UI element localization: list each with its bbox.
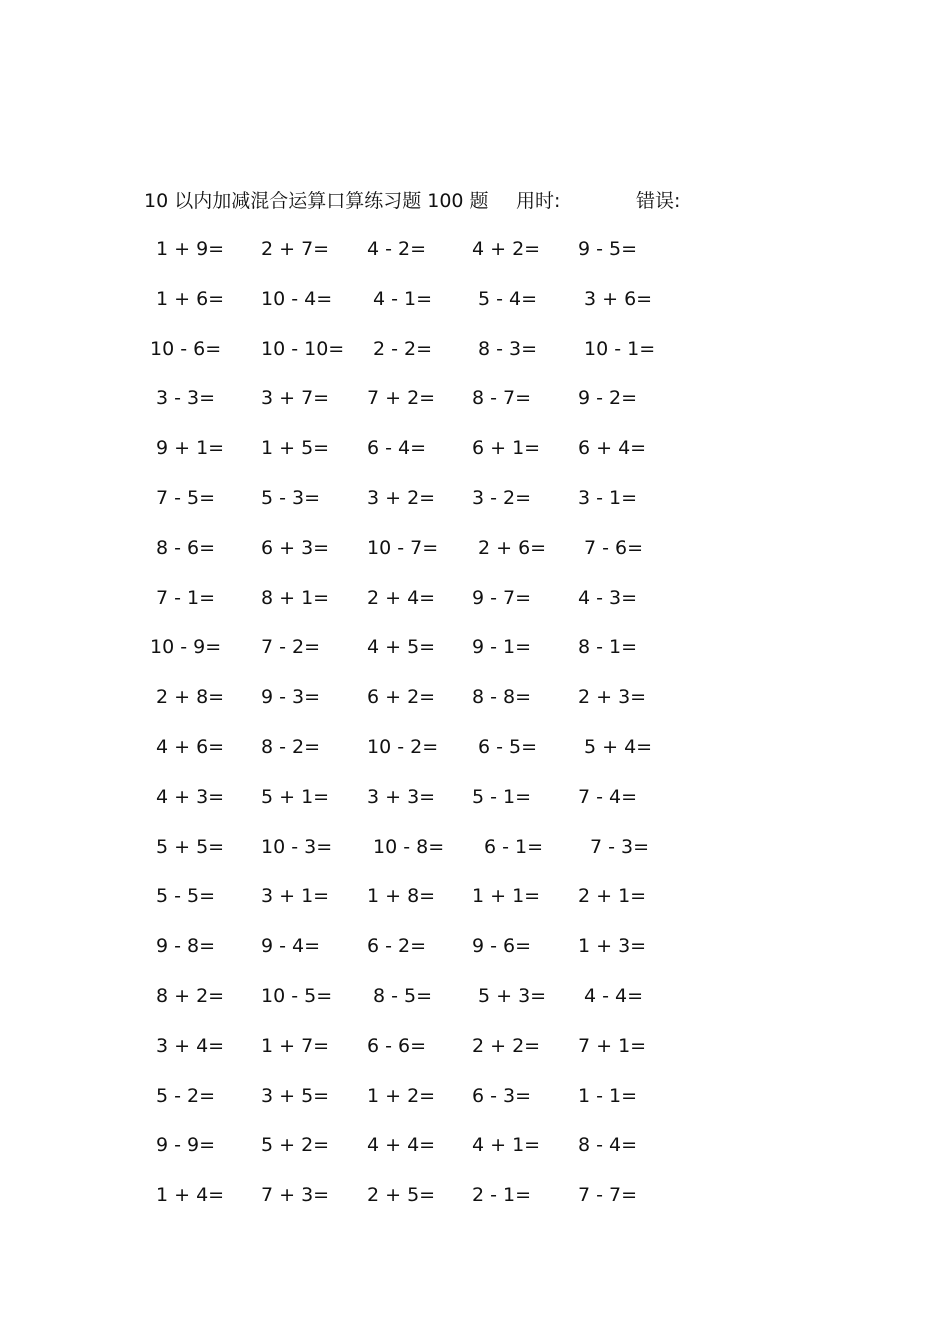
- math-problem: 5 + 4=: [584, 735, 653, 758]
- math-problem: 4 + 4=: [367, 1134, 436, 1157]
- problem-row: [150, 383, 710, 433]
- math-problem: 1 + 5=: [261, 437, 330, 460]
- math-problem: 9 - 6=: [472, 935, 532, 958]
- math-problem: 4 - 3=: [578, 586, 638, 609]
- math-problem: 1 + 8=: [367, 885, 436, 908]
- math-problem: 1 + 6=: [156, 287, 225, 310]
- math-problem: 6 + 1=: [472, 437, 541, 460]
- math-problem: 3 + 7=: [261, 387, 330, 410]
- problem-row: [150, 732, 710, 782]
- problem-row: [150, 284, 710, 334]
- math-problem: 8 - 1=: [578, 636, 638, 659]
- math-problem: 9 + 1=: [156, 437, 225, 460]
- math-problem: 7 - 7=: [578, 1184, 638, 1207]
- math-problem: 2 - 2=: [373, 337, 433, 360]
- problem-row: [150, 782, 710, 832]
- math-problem: 1 - 1=: [578, 1084, 638, 1107]
- math-problem: 4 - 1=: [373, 287, 433, 310]
- problem-row: [150, 832, 710, 882]
- math-problem: 8 - 4=: [578, 1134, 638, 1157]
- math-problem: 7 - 1=: [156, 586, 216, 609]
- math-problem: 2 + 1=: [578, 885, 647, 908]
- math-problem: 3 + 4=: [156, 1034, 225, 1057]
- math-problem: 2 + 5=: [367, 1184, 436, 1207]
- problem-row: [150, 1031, 710, 1081]
- math-problem: 5 + 2=: [261, 1134, 330, 1157]
- math-problem: 1 + 4=: [156, 1184, 225, 1207]
- math-problem: 8 + 2=: [156, 984, 225, 1007]
- math-problem: 9 - 2=: [578, 387, 638, 410]
- math-problem: 5 - 5=: [156, 885, 216, 908]
- math-problem: 6 - 6=: [367, 1034, 427, 1057]
- math-problem: 10 - 5=: [261, 984, 333, 1007]
- math-problem: 10 - 10=: [261, 337, 345, 360]
- math-problem: 8 - 3=: [478, 337, 538, 360]
- math-problem: 10 - 4=: [261, 287, 333, 310]
- math-problem: 4 + 2=: [472, 238, 541, 260]
- math-problem: 10 - 2=: [367, 735, 439, 758]
- math-problem: 10 - 6=: [150, 337, 222, 360]
- time-label: 用时:: [516, 190, 561, 212]
- problem-row: [150, 583, 710, 633]
- math-problem: 6 + 2=: [367, 686, 436, 709]
- math-problem: 3 + 5=: [261, 1084, 330, 1107]
- math-problem: 5 + 5=: [156, 835, 225, 858]
- math-problem: 1 + 9=: [156, 238, 225, 260]
- math-problem: 8 - 2=: [261, 735, 321, 758]
- math-problem: 7 - 4=: [578, 785, 638, 808]
- problem-row: [150, 682, 710, 732]
- math-problem: 6 + 4=: [578, 437, 647, 460]
- problem-row: [150, 931, 710, 981]
- math-problem: 5 - 3=: [261, 486, 321, 509]
- math-problem: 2 + 7=: [261, 238, 330, 260]
- math-problem: 7 + 3=: [261, 1184, 330, 1207]
- math-problem: 8 - 8=: [472, 686, 532, 709]
- math-problem: 9 - 1=: [472, 636, 532, 659]
- math-problem: 7 - 3=: [590, 835, 650, 858]
- math-problem: 7 - 5=: [156, 486, 216, 509]
- math-problem: 8 + 1=: [261, 586, 330, 609]
- math-problem: 3 + 6=: [584, 287, 653, 310]
- math-problem: 3 + 3=: [367, 785, 436, 808]
- math-problem: 3 + 2=: [367, 486, 436, 509]
- problem-row: [150, 533, 710, 583]
- math-problem: 10 - 7=: [367, 536, 439, 559]
- math-problem: 2 + 3=: [578, 686, 647, 709]
- problem-row: [150, 1180, 710, 1230]
- problem-grid: [150, 234, 710, 1230]
- math-problem: 4 + 3=: [156, 785, 225, 808]
- math-problem: 9 - 9=: [156, 1134, 216, 1157]
- math-problem: 7 - 6=: [584, 536, 644, 559]
- math-problem: 3 - 2=: [472, 486, 532, 509]
- math-problem: 2 + 2=: [472, 1034, 541, 1057]
- problem-row: [150, 881, 710, 931]
- math-problem: 3 + 1=: [261, 885, 330, 908]
- math-problem: 5 + 1=: [261, 785, 330, 808]
- problem-row: [150, 234, 710, 284]
- math-problem: 10 - 9=: [150, 636, 222, 659]
- math-problem: 4 + 5=: [367, 636, 436, 659]
- math-problem: 5 - 2=: [156, 1084, 216, 1107]
- math-problem: 4 + 6=: [156, 735, 225, 758]
- math-problem: 9 - 5=: [578, 238, 638, 260]
- problem-row: [150, 483, 710, 533]
- math-problem: 6 - 4=: [367, 437, 427, 460]
- math-problem: 7 + 1=: [578, 1034, 647, 1057]
- problem-row: [150, 433, 710, 483]
- problem-row: [150, 334, 710, 384]
- math-problem: 9 - 7=: [472, 586, 532, 609]
- math-problem: 4 - 4=: [584, 984, 644, 1007]
- math-problem: 5 - 4=: [478, 287, 538, 310]
- math-problem: 6 - 2=: [367, 935, 427, 958]
- math-problem: 10 - 3=: [261, 835, 333, 858]
- error-label: 错误:: [636, 190, 681, 212]
- math-problem: 7 - 2=: [261, 636, 321, 659]
- math-problem: 1 + 7=: [261, 1034, 330, 1057]
- problem-row: [150, 981, 710, 1031]
- math-problem: 7 + 2=: [367, 387, 436, 410]
- math-problem: 8 - 6=: [156, 536, 216, 559]
- math-problem: 5 + 3=: [478, 984, 547, 1007]
- math-problem: 6 - 1=: [484, 835, 544, 858]
- problem-row: [150, 1130, 710, 1180]
- problem-row: [150, 632, 710, 682]
- problem-row: [150, 1081, 710, 1131]
- math-problem: 1 + 2=: [367, 1084, 436, 1107]
- math-problem: 9 - 3=: [261, 686, 321, 709]
- math-problem: 4 + 1=: [472, 1134, 541, 1157]
- math-problem: 6 - 5=: [478, 735, 538, 758]
- math-problem: 9 - 4=: [261, 935, 321, 958]
- math-problem: 9 - 8=: [156, 935, 216, 958]
- math-problem: 5 - 1=: [472, 785, 532, 808]
- math-problem: 2 - 1=: [472, 1184, 532, 1207]
- math-problem: 8 - 7=: [472, 387, 532, 410]
- worksheet-title: 10 以内加减混合运算口算练习题 100 题: [144, 190, 489, 212]
- math-problem: 6 + 3=: [261, 536, 330, 559]
- math-problem: 8 - 5=: [373, 984, 433, 1007]
- math-problem: 10 - 8=: [373, 835, 445, 858]
- math-problem: 3 - 3=: [156, 387, 216, 410]
- math-problem: 4 - 2=: [367, 238, 427, 260]
- math-problem: 2 + 8=: [156, 686, 225, 709]
- math-problem: 10 - 1=: [584, 337, 656, 360]
- math-problem: 2 + 6=: [478, 536, 547, 559]
- math-problem: 1 + 1=: [472, 885, 541, 908]
- math-problem: 3 - 1=: [578, 486, 638, 509]
- math-problem: 2 + 4=: [367, 586, 436, 609]
- math-problem: 6 - 3=: [472, 1084, 532, 1107]
- math-problem: 1 + 3=: [578, 935, 647, 958]
